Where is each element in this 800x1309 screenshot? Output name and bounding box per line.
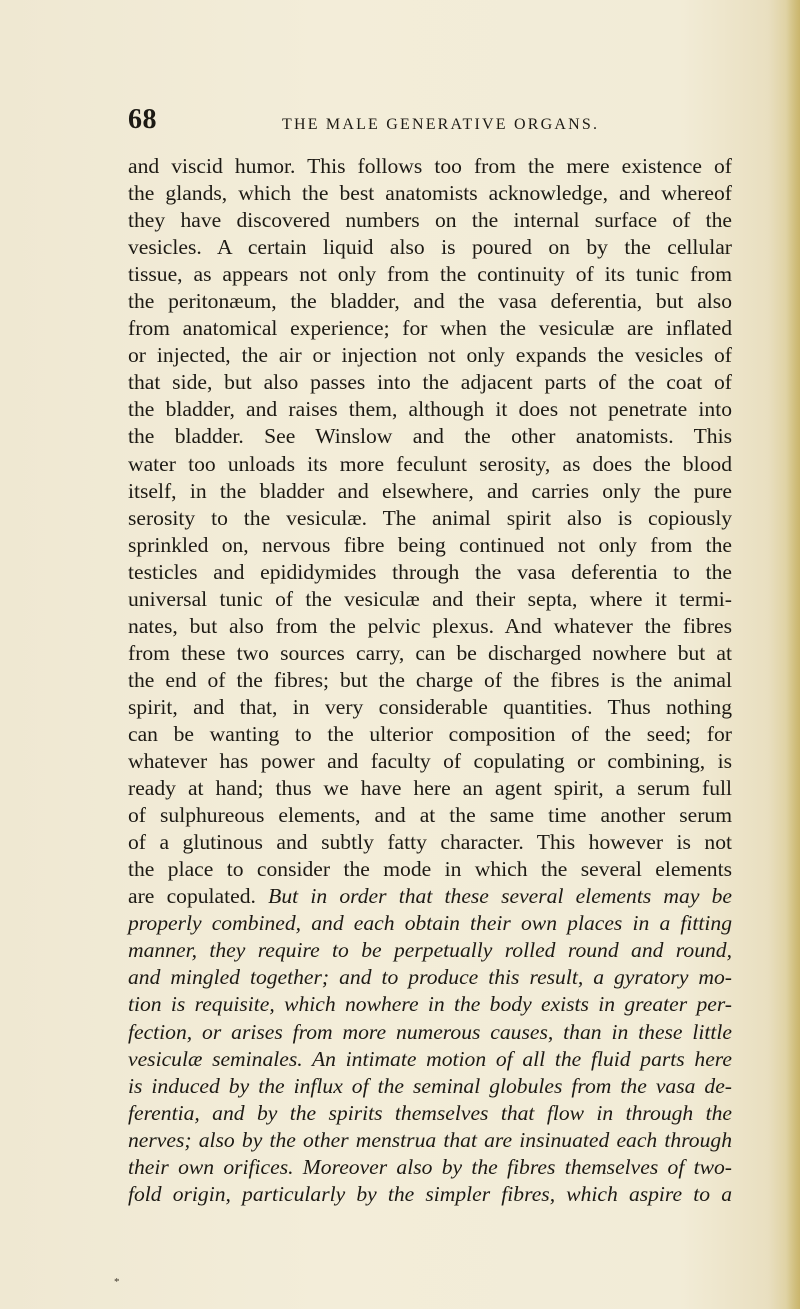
- text-line: the peritonæum, the bladder, and the vasa deferentia, but also: [128, 289, 732, 314]
- text-line: or injected, the air or injection not only expands the vesicles of: [128, 343, 732, 368]
- text-line: nates, but also from the pelvic plexus. And whatever the fibres: [128, 613, 732, 638]
- text-line: testicles and epididymides through the vasa deferentia to the: [128, 559, 732, 584]
- running-head: [128, 104, 728, 144]
- running-title: THE MALE GENERATIVE ORGANS.: [282, 116, 600, 133]
- italic-line: vesiculæ seminales. An intimate motion of all the fluid parts here: [128, 1046, 732, 1071]
- text-line: the bladder. See Winslow and the other anatomists. This: [128, 424, 732, 449]
- italic-line: is induced by the influx of the seminal globules from the vasa de-: [128, 1073, 732, 1098]
- text-line: of a glutinous and subtly fatty character. This however is not: [128, 830, 732, 855]
- text-line: that side, but also passes into the adjacent parts of the coat of: [128, 370, 732, 395]
- text-line: they have discovered numbers on the internal surface of the: [128, 208, 732, 233]
- italic-line: ferentia, and by the spirits themselves that flow in through the: [128, 1100, 732, 1125]
- text-line: the place to consider the mode in which the several elements: [128, 857, 732, 882]
- text-line: the glands, which the best anatomists acknowledge, and whereof: [128, 181, 732, 206]
- italic-line: their own orifices. Moreover also by the fibres themselves of two-: [128, 1154, 732, 1179]
- italic-line: fection, or arises from more numerous causes, than in these little: [128, 1019, 732, 1044]
- text-line: itself, in the bladder and elsewhere, and carries only the pure: [128, 478, 732, 503]
- text-line: vesicles. A certain liquid also is poured on by the cellular: [128, 235, 732, 260]
- italic-line: fold origin, particularly by the simpler fibres, which aspire to a: [128, 1181, 732, 1206]
- italic-line: properly combined, and each obtain their own places in a fitting: [128, 911, 732, 936]
- text-line: serosity to the vesiculæ. The animal spirit also is copiously: [128, 505, 732, 530]
- page-edge-shadow: [786, 0, 800, 1309]
- text-roman-part: are copulated.: [128, 884, 269, 909]
- text-line: can be wanting to the ulterior composition of the seed; for: [128, 721, 732, 746]
- text-line-mixed: [128, 883, 732, 910]
- italic-line: nerves; also by the other menstrua that are insinuated each through: [128, 1127, 732, 1152]
- text-line: from anatomical experience; for when the vesiculæ are inflated: [128, 316, 732, 341]
- text-line: tissue, as appears not only from the continuity of its tunic from: [128, 262, 732, 287]
- text-line: of sulphureous elements, and at the same time another serum: [128, 803, 732, 828]
- page-number: 68: [128, 104, 157, 135]
- text-line: the end of the fibres; but the charge of the fibres is the animal: [128, 667, 732, 692]
- text-line: the bladder, and raises them, although it does not penetrate into: [128, 397, 732, 422]
- text-line: ready at hand; thus we have here an agent spirit, a serum full: [128, 776, 732, 801]
- text-line: whatever has power and faculty of copulating or combining, is: [128, 749, 732, 774]
- text-line: water too unloads its more feculunt serosity, as does the blood: [128, 451, 732, 476]
- text-line: spirit, and that, in very considerable quantities. Thus nothing: [128, 694, 732, 719]
- text-line: sprinkled on, nervous fibre being continued not only from the: [128, 532, 732, 557]
- text-italic-part: But in order that these several elements may be: [268, 884, 732, 909]
- text-line: and viscid humor. This follows too from the mere existence of: [128, 154, 732, 178]
- text-line: from these two sources carry, can be discharged nowhere but at: [128, 640, 732, 665]
- italic-line: tion is requisite, which nowhere in the body exists in greater per-: [128, 992, 732, 1017]
- italic-line: manner, they require to be perpetually rolled round and round,: [128, 938, 732, 963]
- italic-line: and mingled together; and to produce this result, a gyratory mo-: [128, 965, 732, 990]
- text-line: universal tunic of the vesiculæ and their septa, where it termi-: [128, 586, 732, 611]
- signature-mark: *: [114, 1276, 120, 1288]
- body-text: [128, 153, 732, 1208]
